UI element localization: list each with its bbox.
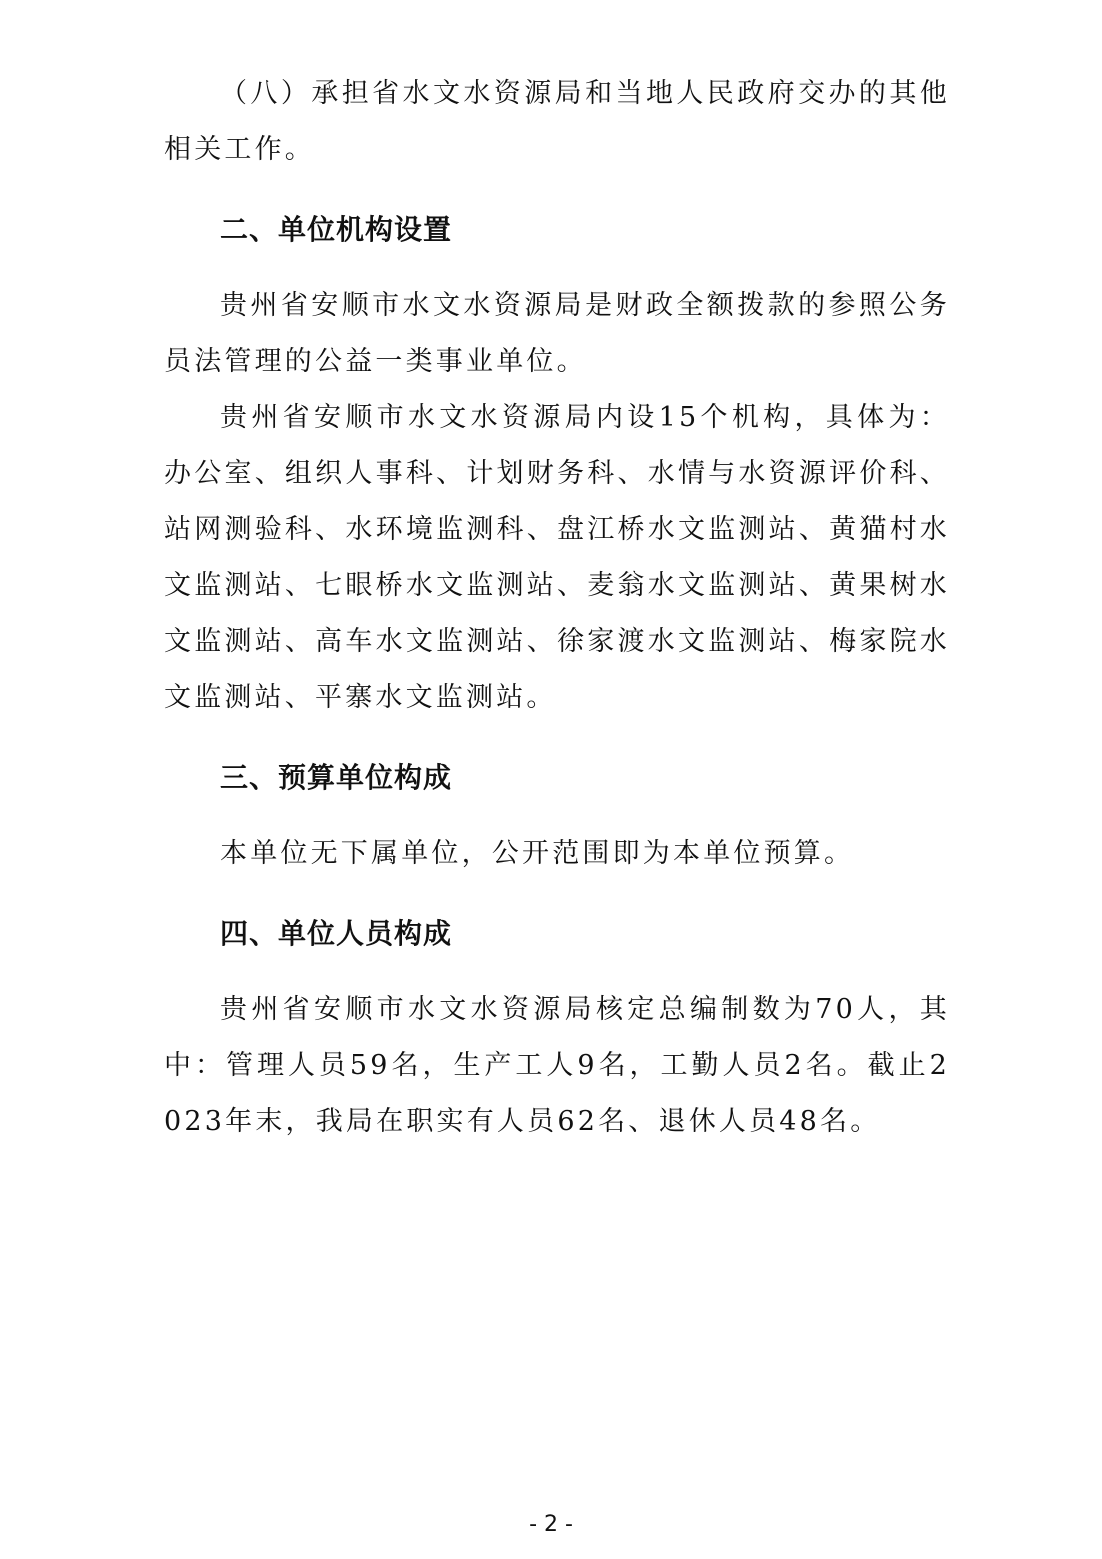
paragraph-staffing-details: 贵州省安顺市水文水资源局核定总编制数为70人，其中：管理人员59名，生产工人9名，工勤人员2名。截止2023年末，我局在职实有人员62名、退休人员48名。 [164,994,950,1137]
document-body [164,66,950,1150]
section-heading-organization: 二、单位机构设置 [220,213,453,246]
page-number: - 2 - [529,1512,573,1537]
paragraph-internal-departments: 贵州省安顺市水文水资源局内设15个机构，具体为：办公室、组织人事科、计划财务科、水情与水资源评价科、站网测验科、水环境监测科、盘江桥水文监测站、黄猫村水文监测站、七眼桥水文监测站、麦翁水文监测站、黄果树水文监测站、高车水文监测站、徐家渡水文监测站、梅家院水文监测站、平寨水文监测站。 [164,402,950,713]
paragraph-budget-scope: 本单位无下属单位，公开范围即为本单位预算。 [220,838,855,869]
section-heading-staffing: 四、单位人员构成 [220,917,453,950]
section-heading-budget-units: 三、预算单位构成 [220,761,453,794]
paragraph-unit-nature: 贵州省安顺市水文水资源局是财政全额拨款的参照公务员法管理的公益一类事业单位。 [164,290,950,377]
paragraph-item-8: （八）承担省水文水资源局和当地人民政府交办的其他相关工作。 [164,78,950,165]
